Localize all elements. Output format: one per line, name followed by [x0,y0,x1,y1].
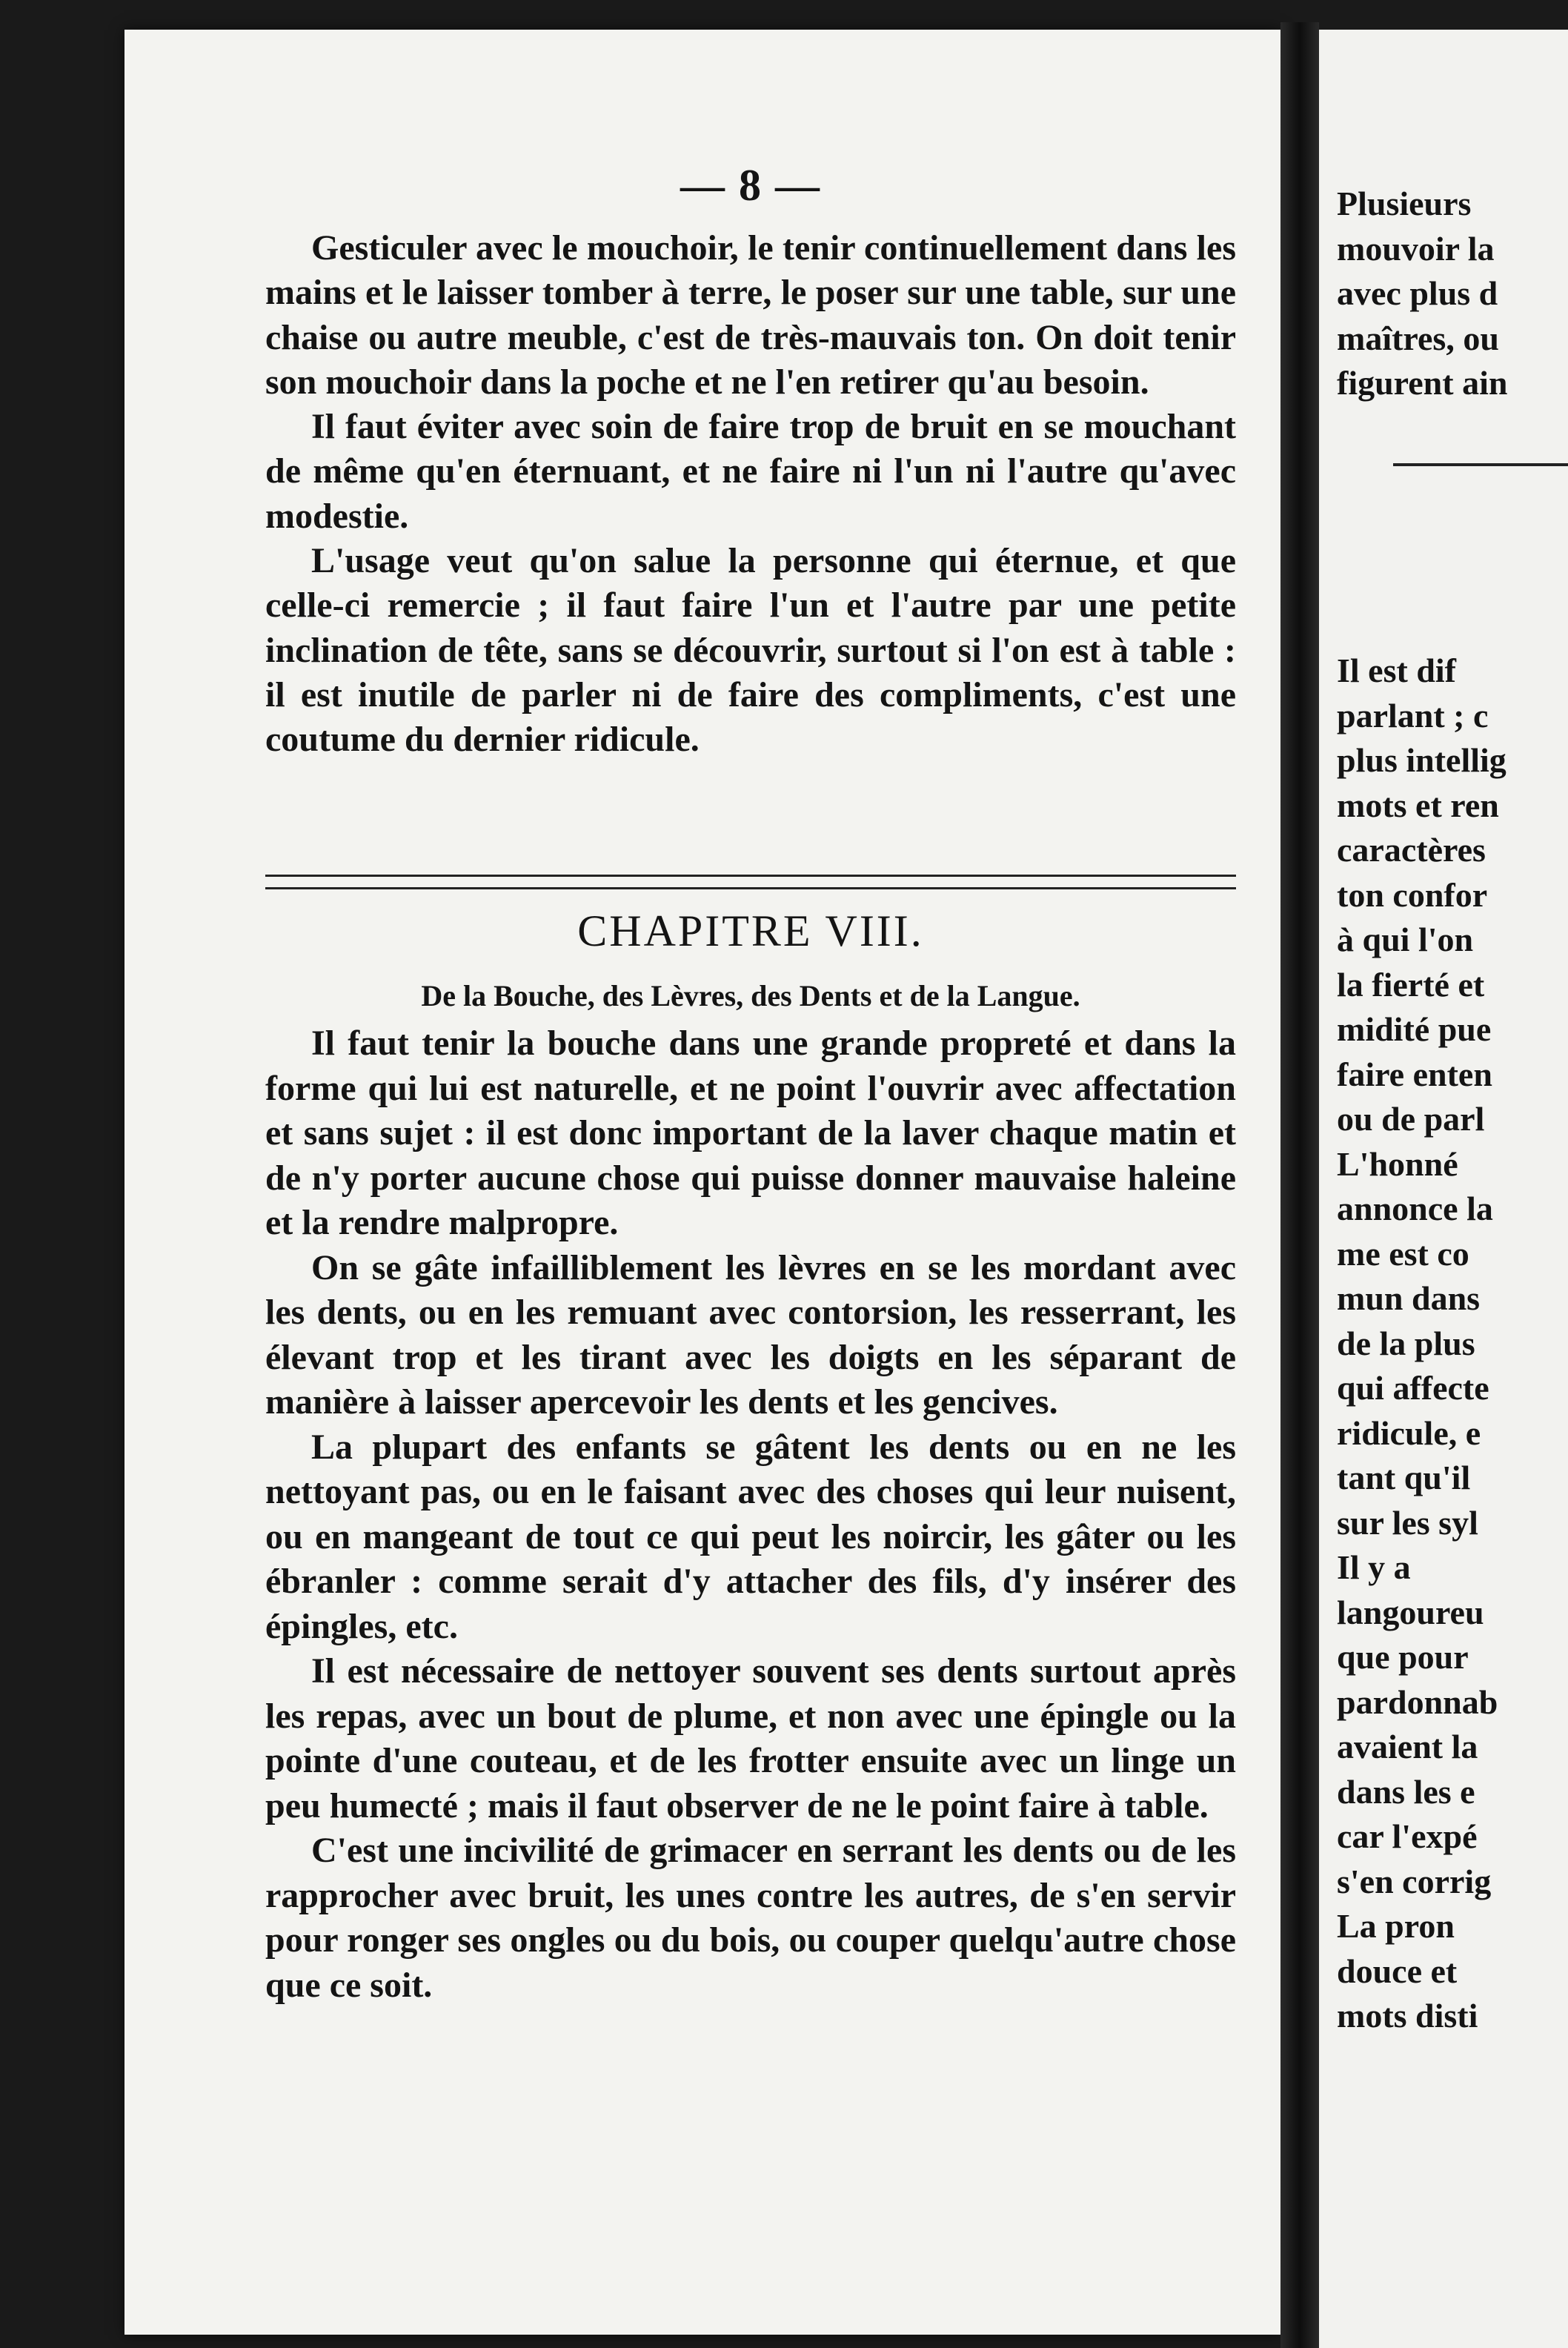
chapter-body [265,1021,1236,2008]
right-page-line: tant qu'il [1337,1459,1471,1496]
right-page-line: sur les syl [1337,1503,1478,1542]
right-page-line: car l'expé [1337,1817,1478,1855]
right-page-line: mouvoir la [1337,229,1495,268]
right-page-line: maîtres, ou [1337,319,1499,357]
right-page-line: ridicule, e [1337,1413,1481,1452]
chapter-title: CHAPITRE VIII. [577,906,924,955]
right-page-line: avaient la [1337,1728,1478,1765]
left-page [124,30,1280,2335]
right-page-line: pardonnab [1337,1682,1498,1721]
right-page-line: parlant ; c [1337,696,1489,734]
section-divider [265,875,1236,889]
right-page-line: mun dans [1337,1279,1481,1317]
paragraph: La plupart des enfants se gâtent les dents ou en ne les nettoyant pas, ou en le faisant avec des choses qui leur nuisent, ou en mangeant de tout ce qui peut les noircir, les gâter ou les ébranler : comme serait d'y attacher des fils, d'y insérer des épingles, etc. [265,1427,1236,1646]
right-page-line: dans les e [1337,1772,1475,1811]
paragraph: Gesticuler avec le mouchoir, le tenir continuellement dans les mains et le laisser tomber à terre, le poser sur une table, sur une chaise ou autre meuble, c'est de très-mauvais ton. On doit tenir son mouchoir dans la poche et ne l'en retirer qu'au besoin. [265,228,1236,402]
right-page-line: mots disti [1337,1997,1478,2034]
right-page-line: La pron [1337,1907,1455,1945]
paragraph: Il faut tenir la bouche dans une grande propreté et dans la forme qui lui est naturelle, et ne point l'ouvrir avec affectation et sans sujet : il est donc important de la laver chaque matin et de n'y porter aucune chose qui puisse donner mauvaise haleine et la rendre malpropre. [265,1024,1236,1242]
right-page-line: langoureu [1337,1593,1484,1631]
right-page-line: L'honné [1337,1144,1458,1183]
paragraph: C'est une incivilité de grimacer en serrant les dents ou de les rapprocher avec bruit, les unes contre les autres, de s'en servir pour ronger ses ongles ou du bois, ou couper quelqu'autre chose que ce soit. [265,1831,1236,2005]
right-page-line: midité pue [1337,1010,1492,1048]
right-page-line: me est co [1337,1234,1469,1273]
right-page-line: que pour [1337,1638,1469,1676]
right-page-line: plus intellig [1337,741,1506,779]
paragraph: Il est nécessaire de nettoyer souvent ses dents surtout après les repas, avec un bout de plume, et non avec une épingle ou la pointe d'une couteau, et de les frotter ensuite avec un linge un peu humecté ; mais il faut observer de ne le point faire à table. [265,1651,1236,1825]
page-number: — 8 — [680,161,821,210]
right-page-line: Il est dif [1337,651,1456,689]
right-page-line: avec plus d [1337,274,1498,312]
section-divider [1393,463,1568,466]
right-page-line: s'en corrig [1337,1862,1492,1900]
intro-section [265,226,1236,763]
right-page-line: figurent ain [1337,364,1508,402]
paragraph: L'usage veut qu'on salue la personne qui éternue, et que celle-ci remercie ; il faut faire l'un et l'autre par une petite inclination de tête, sans se découvrir, surtout si l'on est à table : il est inutile de parler ni de faire des compliments, c'est une coutume du dernier ridicule. [265,541,1236,760]
book-gutter [1280,22,1319,2348]
right-page-line: Il y a [1337,1548,1411,1586]
right-page-line: ton confor [1337,875,1488,914]
right-page-line: Plusieurs [1337,185,1472,222]
right-page-line: à qui l'on [1337,921,1474,958]
paragraph: On se gâte infailliblement les lèvres en se les mordant avec les dents, ou en les remuant avec contorsion, les resserrant, les élevant trop et les tirant avec les doigts en les séparant de manière à laisser apercevoir les dents et les gencives. [265,1247,1236,1422]
right-page-line: douce et [1337,1951,1458,1990]
chapter-subtitle: De la Bouche, des Lèvres, des Dents et de la Langue. [421,979,1080,1012]
right-page-line: faire enten [1337,1055,1492,1093]
right-page-line: ou de parl [1337,1100,1485,1138]
right-page-line: de la plus [1337,1324,1475,1362]
paragraph: Il faut éviter avec soin de faire trop de bruit en se mouchant de même qu'en éternuant, et ne faire ni l'un ni l'autre qu'avec modestie. [265,407,1236,536]
right-page-line: qui affecte [1337,1369,1489,1407]
right-page-line: annonce la [1337,1190,1493,1227]
right-page-line: caractères [1337,831,1486,869]
right-page-line: mots et ren [1337,786,1499,824]
right-page-line: la fierté et [1337,965,1485,1004]
right-page-fragment [1319,30,1568,2348]
